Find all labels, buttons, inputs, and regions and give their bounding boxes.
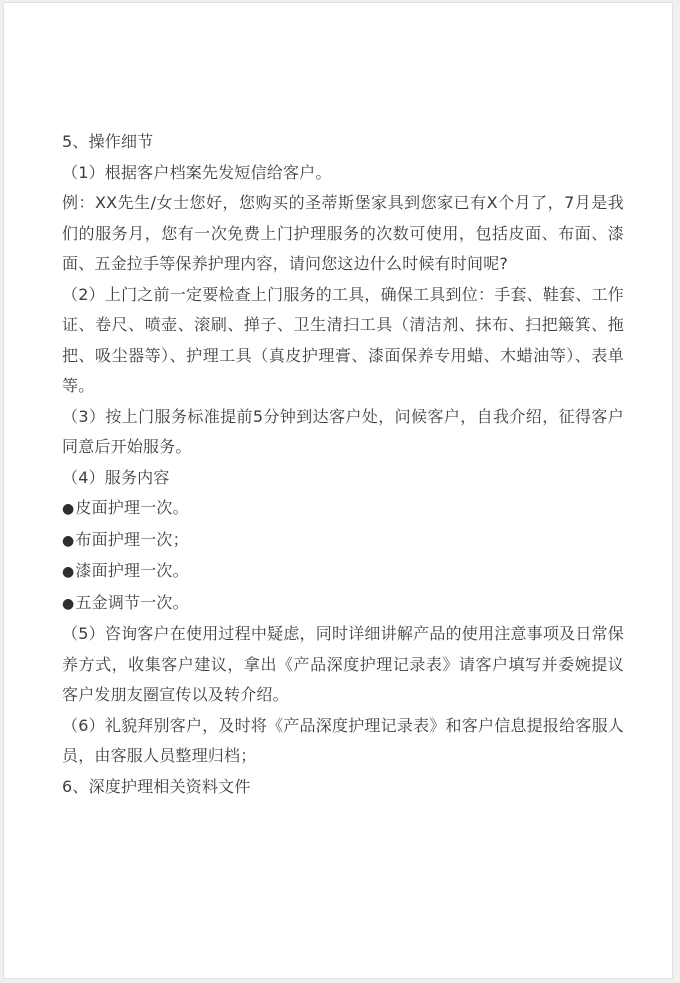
document-content	[62, 127, 624, 802]
document-page	[3, 2, 673, 979]
bullet-icon: ●	[62, 595, 75, 612]
step-4-text: （4）服务内容	[62, 467, 170, 487]
step-6-text: （6）礼貌拜别客户，及时将《产品深度护理记录表》和客户信息提报给客服人员，由客服人员整理归档；	[62, 715, 624, 765]
bullet-text: 皮面护理一次。	[75, 498, 189, 517]
list-item	[62, 556, 624, 588]
bullet-icon: ●	[62, 564, 75, 580]
step-5-text: （5）咨询客户在使用过程中疑虑，同时详细讲解产品的使用注意事项及日常保养方式，收集客户建议，拿出《产品深度护理记录表》请客户填写并委婉提议客户发朋友圈宣传以及转介绍。	[62, 624, 624, 704]
sms-example-text: 例：XX先生/女士您好，您购买的圣蒂斯堡家具到您家已有X个月了，7月是我们的服务月，您有一次免费上门护理服务的次数可使用，包括皮面、布面、漆面、五金拉手等保养护理内容，请问您这边什么时候有时间呢?	[62, 193, 624, 273]
bullet-icon: ●	[62, 501, 75, 517]
list-item	[62, 493, 624, 525]
section-5-heading: 5、操作细节	[62, 132, 154, 151]
section-6-heading: 6、深度护理相关资料文件	[62, 776, 251, 796]
bullet-text: 布面护理一次；	[75, 529, 189, 549]
step-2-text: （2）上门之前一定要检查上门服务的工具，确保工具到位：手套、鞋套、工作证、卷尺、喷壶、滚刷、掸子、卫生清扫工具（清洁剂、抹布、扫把簸箕、拖把、吸尘器等）、护理工具（真皮护理膏、漆面保养专用蜡、木蜡油等）、表单等。	[62, 284, 624, 395]
list-item	[62, 588, 624, 620]
bullet-text: 五金调节一次。	[75, 592, 189, 612]
service-bullet-list	[62, 493, 624, 619]
list-item	[62, 525, 624, 557]
bullet-text: 漆面护理一次。	[75, 561, 189, 580]
step-3-text: （3）按上门服务标准提前5分钟到达客户处，问候客户，自我介绍，征得客户同意后开始服务。	[62, 406, 624, 456]
step-1-text: （1）根据客户档案先发短信给客户。	[62, 162, 332, 182]
bullet-icon: ●	[62, 532, 75, 549]
